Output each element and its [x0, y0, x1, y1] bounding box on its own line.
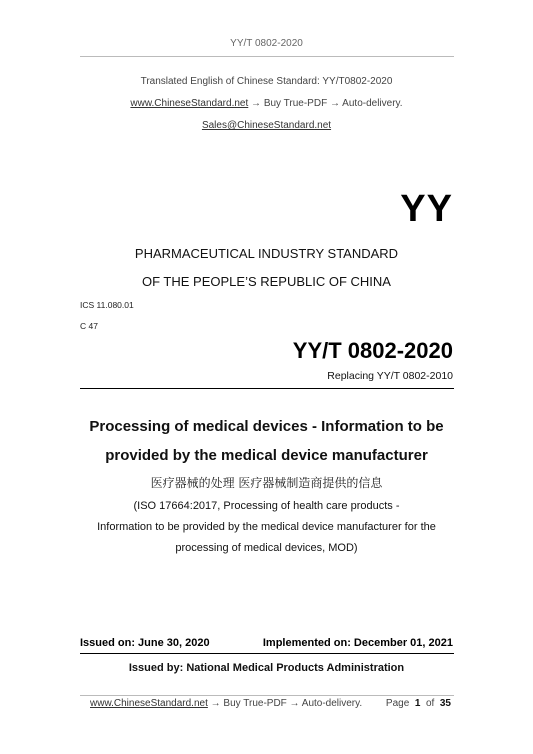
page-of: of — [425, 698, 435, 709]
header-code: YY/T 0802-2020 — [230, 38, 303, 49]
industry-line-2: OF THE PEOPLE’S REPUBLIC OF CHINA — [142, 274, 391, 289]
ics-code: ICS 11.080.01 — [80, 300, 134, 310]
translated-line: Translated English of Chinese Standard: YY/T0802-2020 — [140, 76, 393, 87]
standard-number: YY/T 0802-2020 — [292, 338, 453, 363]
issue-divider — [80, 653, 454, 654]
iso-line-1: (ISO 17664:2017, Processing of health care products - — [133, 500, 400, 512]
iso-line-2: Information to be provided by the medical device manufacturer for the — [97, 521, 436, 533]
page-total: 35 — [439, 698, 451, 709]
footer-links — [90, 698, 362, 709]
issued-by: Issued by: National Medical Products Administration — [128, 662, 405, 674]
replacing-text: Replacing YY/T 0802-2010 — [327, 370, 453, 382]
issued-date: Issued on: June 30, 2020 — [80, 637, 210, 649]
footer-divider — [80, 695, 454, 696]
email-link[interactable]: Sales@ChineseStandard.net — [201, 120, 332, 131]
title-line-1: Processing of medical devices - Information to be — [89, 418, 444, 435]
buy-text: → Buy True-PDF → Auto-delivery. — [251, 98, 403, 109]
header-divider — [80, 56, 454, 57]
implemented-date: Implemented on: December 01, 2021 — [262, 637, 453, 649]
buy-line — [0, 98, 533, 109]
email-line — [0, 120, 533, 131]
title-divider — [80, 388, 454, 389]
site-link[interactable]: www.ChineseStandard.net — [130, 98, 249, 109]
iso-line-3: processing of medical devices, MOD) — [175, 542, 358, 554]
page-label: Page — [385, 698, 410, 709]
page-indicator — [386, 698, 451, 709]
yy-mark: YY — [400, 188, 453, 230]
ccs-code: C 47 — [80, 321, 98, 331]
industry-line-1: PHARMACEUTICAL INDUSTRY STANDARD — [134, 246, 399, 261]
chinese-title: 医疗器械的处理 医疗器械制造商提供的信息 — [150, 476, 383, 490]
title-line-2: provided by the medical device manufacturer — [105, 447, 428, 464]
page-current: 1 — [414, 698, 421, 709]
footer-buy-text: → Buy True-PDF → Auto-delivery. — [210, 698, 363, 709]
footer-site-link[interactable]: www.ChineseStandard.net — [90, 698, 208, 709]
